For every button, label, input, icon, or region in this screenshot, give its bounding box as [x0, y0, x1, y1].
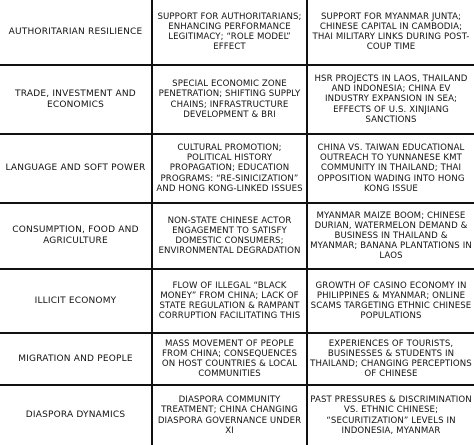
row-label: ILLICIT ECONOMY	[0, 269, 152, 333]
row-mechanism-cell: SPECIAL ECONOMIC ZONE PENETRATION; SHIFTING SUPPLY CHAINS; INFRASTRUCTURE DEVELOPMENT & BRI	[152, 65, 307, 134]
row-example-cell: EXPERIENCES OF TOURISTS, BUSINESSES & STUDENTS IN THAILAND; CHANGING PERCEPTIONS OF CHINESE	[307, 333, 474, 385]
row-mechanism-cell: NON-STATE CHINESE ACTOR ENGAGEMENT TO SATISFY DOMESTIC CONSUMERS; ENVIRONMENTAL DEGRADATION	[152, 203, 307, 269]
table-row	[0, 269, 474, 333]
row-example-cell: GROWTH OF CASINO ECONOMY IN PHILIPPINES & MYANMAR; ONLINE SCAMS TARGETING ETHNIC CHINESE POPULATIONS	[307, 269, 474, 333]
row-mechanism-cell: FLOW OF ILLEGAL “BLACK MONEY” FROM CHINA; LACK OF STATE REGULATION & RAMPANT CORRUPTION FACILITATING THIS	[152, 269, 307, 333]
row-example-cell: MYANMAR MAIZE BOOM; CHINESE DURIAN, WATERMELON DEMAND & BUSINESS IN THAILAND & MYANMAR; BANANA PLANTATIONS IN LAOS	[307, 203, 474, 269]
table-row	[0, 65, 474, 134]
row-mechanism-cell: MASS MOVEMENT OF PEOPLE FROM CHINA; CONSEQUENCES ON HOST COUNTRIES & LOCAL COMMUNITIES	[152, 333, 307, 385]
row-example-cell: SUPPORT FOR MYANMAR JUNTA; CHINESE CAPITAL IN CAMBODIA; THAI MILITARY LINKS DURING POST-COUP TIME	[307, 0, 474, 65]
row-example-cell: HSR PROJECTS IN LAOS, THAILAND AND INDONESIA; CHINA EV INDUSTRY EXPANSION IN SEA; EFFECTS OF U.S. XINJIANG SANCTIONS	[307, 65, 474, 134]
table-row	[0, 333, 474, 385]
row-label: CONSUMPTION, FOOD AND AGRICULTURE	[0, 203, 152, 269]
table-row	[0, 0, 474, 65]
row-mechanism-cell: DIASPORA COMMUNITY TREATMENT; CHINA CHANGING DIASPORA GOVERNANCE UNDER XI	[152, 385, 307, 445]
row-label: AUTHORITARIAN RESILIENCE	[0, 0, 152, 65]
row-example-cell: CHINA VS. TAIWAN EDUCATIONAL OUTREACH TO YUNNANESE KMT COMMUNITY IN THAILAND; THAI OPPOSITION WADING INTO HONG KONG ISSUE	[307, 134, 474, 203]
row-example-cell: PAST PRESSURES & DISCRIMINATION VS. ETHNIC CHINESE; “SECURITIZATION” LEVELS IN INDONESIA, MYANMAR	[307, 385, 474, 445]
row-label: MIGRATION AND PEOPLE	[0, 333, 152, 385]
row-mechanism-cell: SUPPORT FOR AUTHORITARIANS; ENHANCING PERFORMANCE LEGITIMACY; “ROLE MODEL” EFFECT	[152, 0, 307, 65]
row-label: TRADE, INVESTMENT AND ECONOMICS	[0, 65, 152, 134]
row-label: LANGUAGE AND SOFT POWER	[0, 134, 152, 203]
table-row	[0, 385, 474, 445]
table-row	[0, 203, 474, 269]
row-mechanism-cell: CULTURAL PROMOTION; POLITICAL HISTORY PROPAGATION; EDUCATION PROGRAMS: “RE-SINICIZATION” AND HONG KONG-LINKED ISSUES	[152, 134, 307, 203]
row-label: DIASPORA DYNAMICS	[0, 385, 152, 445]
table-row	[0, 134, 474, 203]
